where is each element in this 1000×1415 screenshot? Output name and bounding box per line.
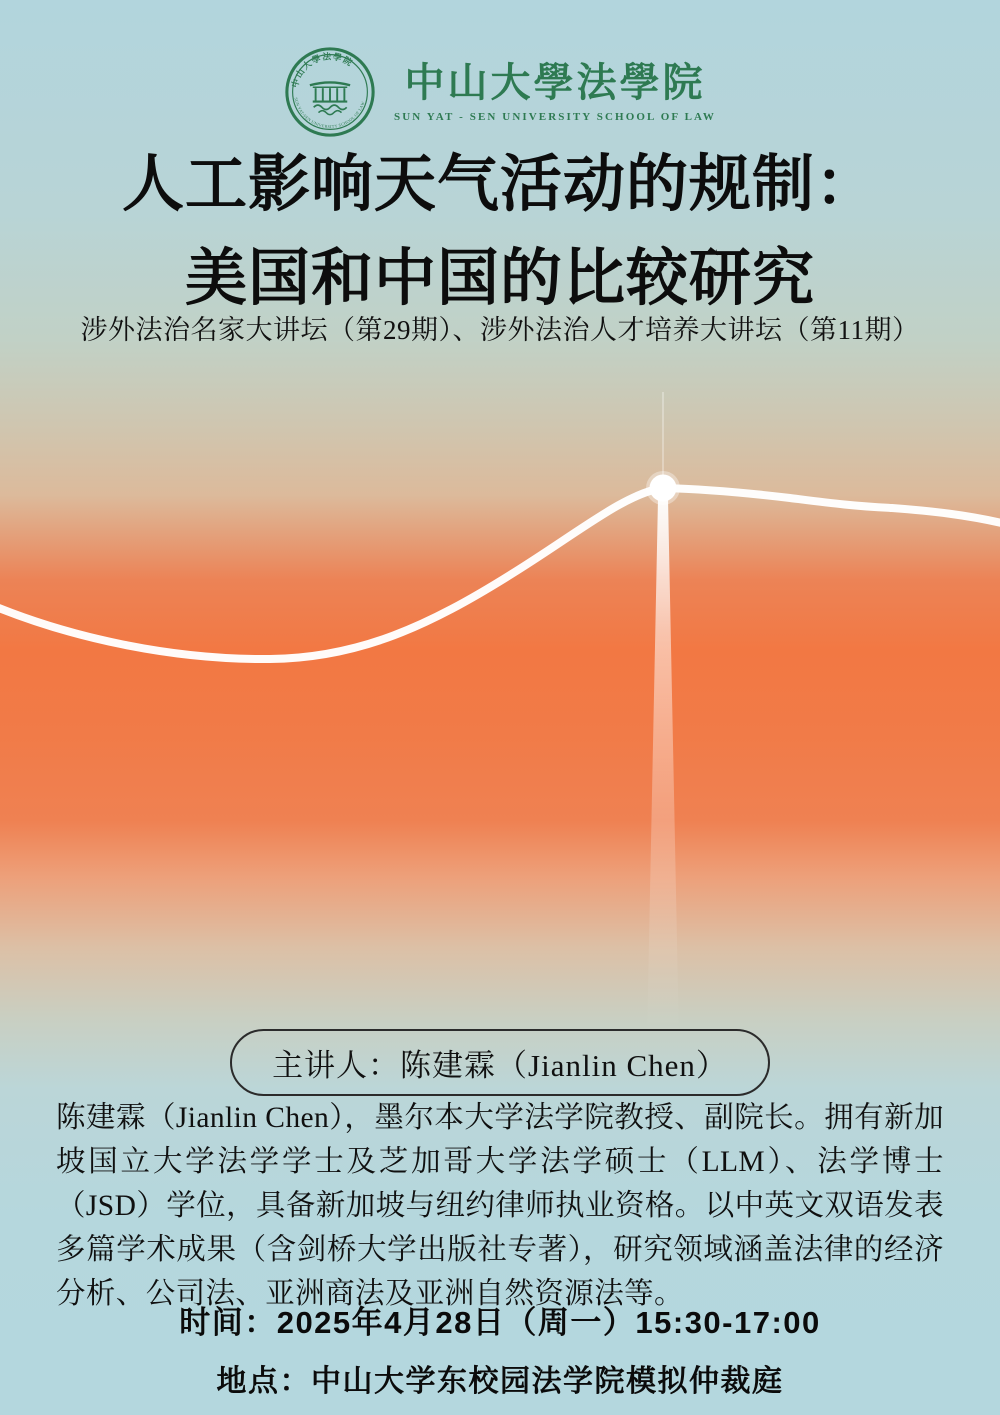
peak-dot-glow xyxy=(646,471,680,505)
logo-name-en: SUN YAT - SEN UNIVERSITY SCHOOL OF LAW xyxy=(394,111,716,123)
title-line-1: 人工影响天气活动的规制： xyxy=(121,151,878,219)
university-logo xyxy=(0,46,1000,138)
event-meta xyxy=(0,1297,1000,1400)
speaker-bio: 陈建霖（Jianlin Chen），墨尔本大学法学院教授、副院长。拥有新加坡国立大学法学学士及芝加哥大学法学硕士（LLM）、法学博士（JSD）学位，具备新加坡与纽约律师执业资格。以中英文双语发表多篇学术成果（含剑桥大学出版社专著），研究领域涵盖法律的经济分析、公司法、亚洲商法及亚洲自然资源法等。 xyxy=(56,1102,944,1310)
event-location: 地点：中山大学东校园法学院模拟仲裁庭 xyxy=(216,1365,784,1398)
curve-line xyxy=(0,488,1000,659)
title-line-2: 美国和中国的比较研究 xyxy=(184,245,815,313)
light-beam xyxy=(647,498,679,1040)
poster-title xyxy=(0,138,1000,326)
speaker-badge-row xyxy=(0,1029,1000,1096)
logo-name-zh: 中山大學法學院 xyxy=(404,60,706,105)
seal-arc-text-zh: 中山大學法學院 xyxy=(289,51,356,89)
seal-ring-text-en: SUN YAT-SEN UNIVERSITY SCHOOL OF LAW xyxy=(293,96,366,129)
speaker-badge: 主讲人：陈建霖（Jianlin Chen） xyxy=(230,1029,770,1096)
lecture-series-subtitle: 涉外法治名家大讲坛（第29期）、涉外法治人才培养大讲坛（第11期） xyxy=(80,315,920,345)
event-time: 时间：2025年4月28日（周一）15:30-17:00 xyxy=(179,1305,821,1340)
university-seal-icon xyxy=(284,46,376,138)
seal-gate-emblem xyxy=(310,82,350,114)
peak-dot xyxy=(650,475,677,502)
logo-text-block xyxy=(394,61,716,123)
